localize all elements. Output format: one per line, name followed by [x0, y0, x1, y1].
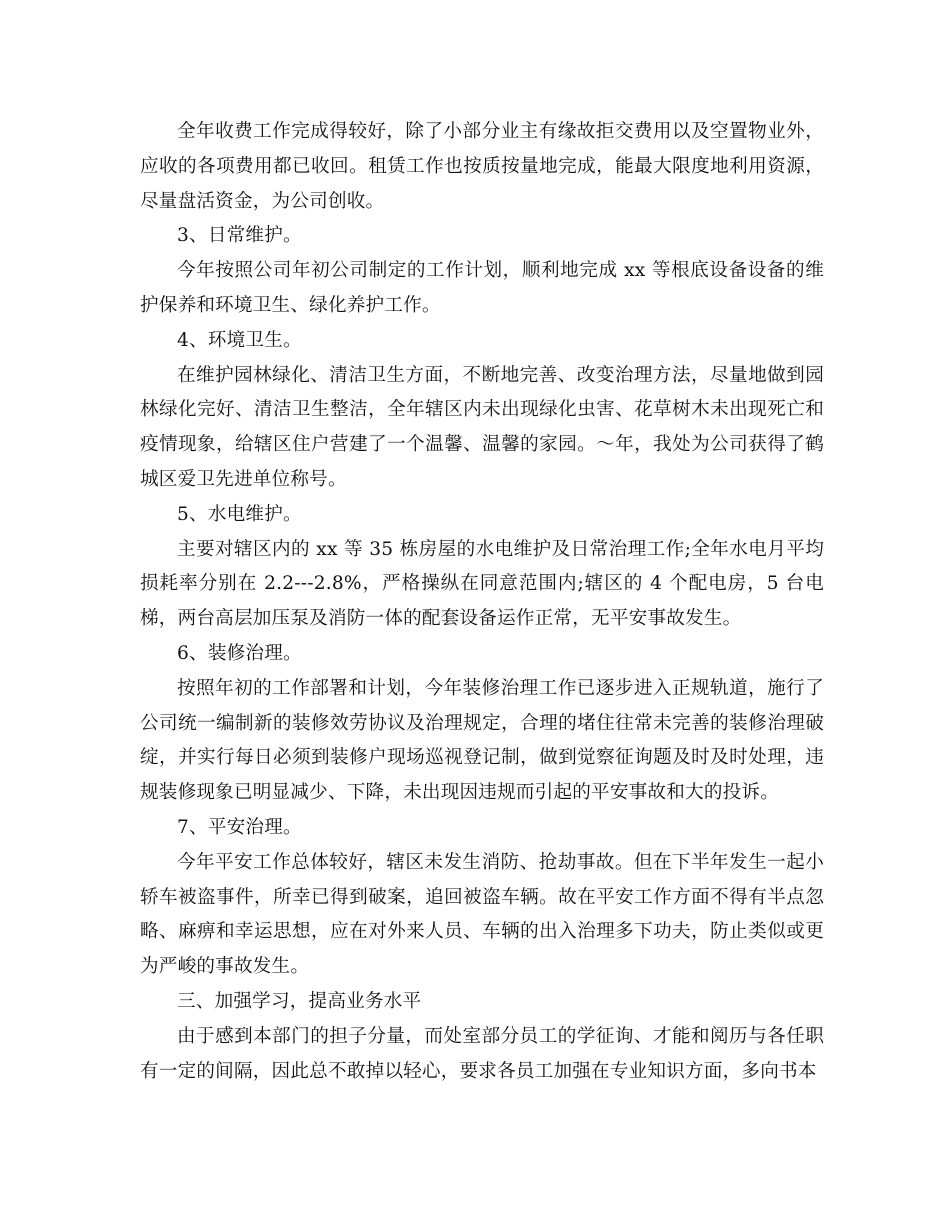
paragraph-safety: 今年平安工作总体较好，辖区未发生消防、抢劫事故。但在下半年发生一起小轿车被盗事件，所幸已得到破案，追回被盗车辆。故在平安工作方面不得有半点忽略、麻痹和幸运思想，应在对外来人员、车辆的出入治理多下功夫，防止类似或更为严峻的事故发生。: [140, 851, 824, 978]
document-body: [140, 115, 824, 1089]
heading-daily-maintenance: 3、日常维护。: [177, 225, 302, 247]
heading-study: 三、加强学习，提高业务水平: [177, 990, 422, 1012]
paragraph-renovation: 按照年初的工作部署和计划，今年装修治理工作已逐步进入正规轨道，施行了公司统一编制新的装修效劳协议及治理规定，合理的堵住往常未完善的装修治理破绽，并实行每日必须到装修户现场巡视登记制，做到觉察征询题及时及时处理，违规装修现象已明显减少、下降，未出现因违规而引起的平安事故和大的投诉。: [140, 677, 824, 804]
paragraph-study: 由于感到本部门的担子分量，而处室部分员工的学征询、才能和阅历与各任职有一定的间隔，因此总不敢掉以轻心，要求各员工加强在专业知识方面，多向书本: [140, 1025, 824, 1082]
heading-safety: 7、平安治理。: [177, 816, 302, 838]
heading-renovation: 6、装修治理。: [177, 642, 302, 664]
paragraph-fee-collection: 全年收费工作完成得较好，除了小部分业主有缘故拒交费用以及空置物业外，应收的各项费用都已收回。租赁工作也按质按量地完成，能最大限度地利用资源，尽量盘活资金，为公司创收。: [140, 121, 824, 212]
paragraph-environment-sanitation: 在维护园林绿化、清洁卫生方面，不断地完善、改变治理方法，尽量地做到园林绿化完好、清洁卫生整洁，全年辖区内未出现绿化虫害、花草树木未出现死亡和疫情现象，给辖区住户营建了一个温馨、温馨的家园。～年，我处为公司获得了鹤城区爱卫先进单位称号。: [140, 364, 824, 490]
heading-environment-sanitation: 4、环境卫生。: [177, 329, 302, 351]
heading-water-electric: 5、水电维护。: [177, 503, 302, 525]
paragraph-daily-maintenance: 今年按照公司年初公司制定的工作计划，顺利地完成 xx 等根底设备设备的维护保养和环境卫生、绿化养护工作。: [140, 260, 824, 316]
paragraph-water-electric: 主要对辖区内的 xx 等 35 栋房屋的水电维护及日常治理工作;全年水电月平均损耗率分别在 2.2---2.8%，严格操纵在同意范围内;辖区的 4 个配电房，5 台电梯，两台高层加压泵及消防一体的配套设备运作正常，无平安事故发生。: [140, 538, 824, 630]
